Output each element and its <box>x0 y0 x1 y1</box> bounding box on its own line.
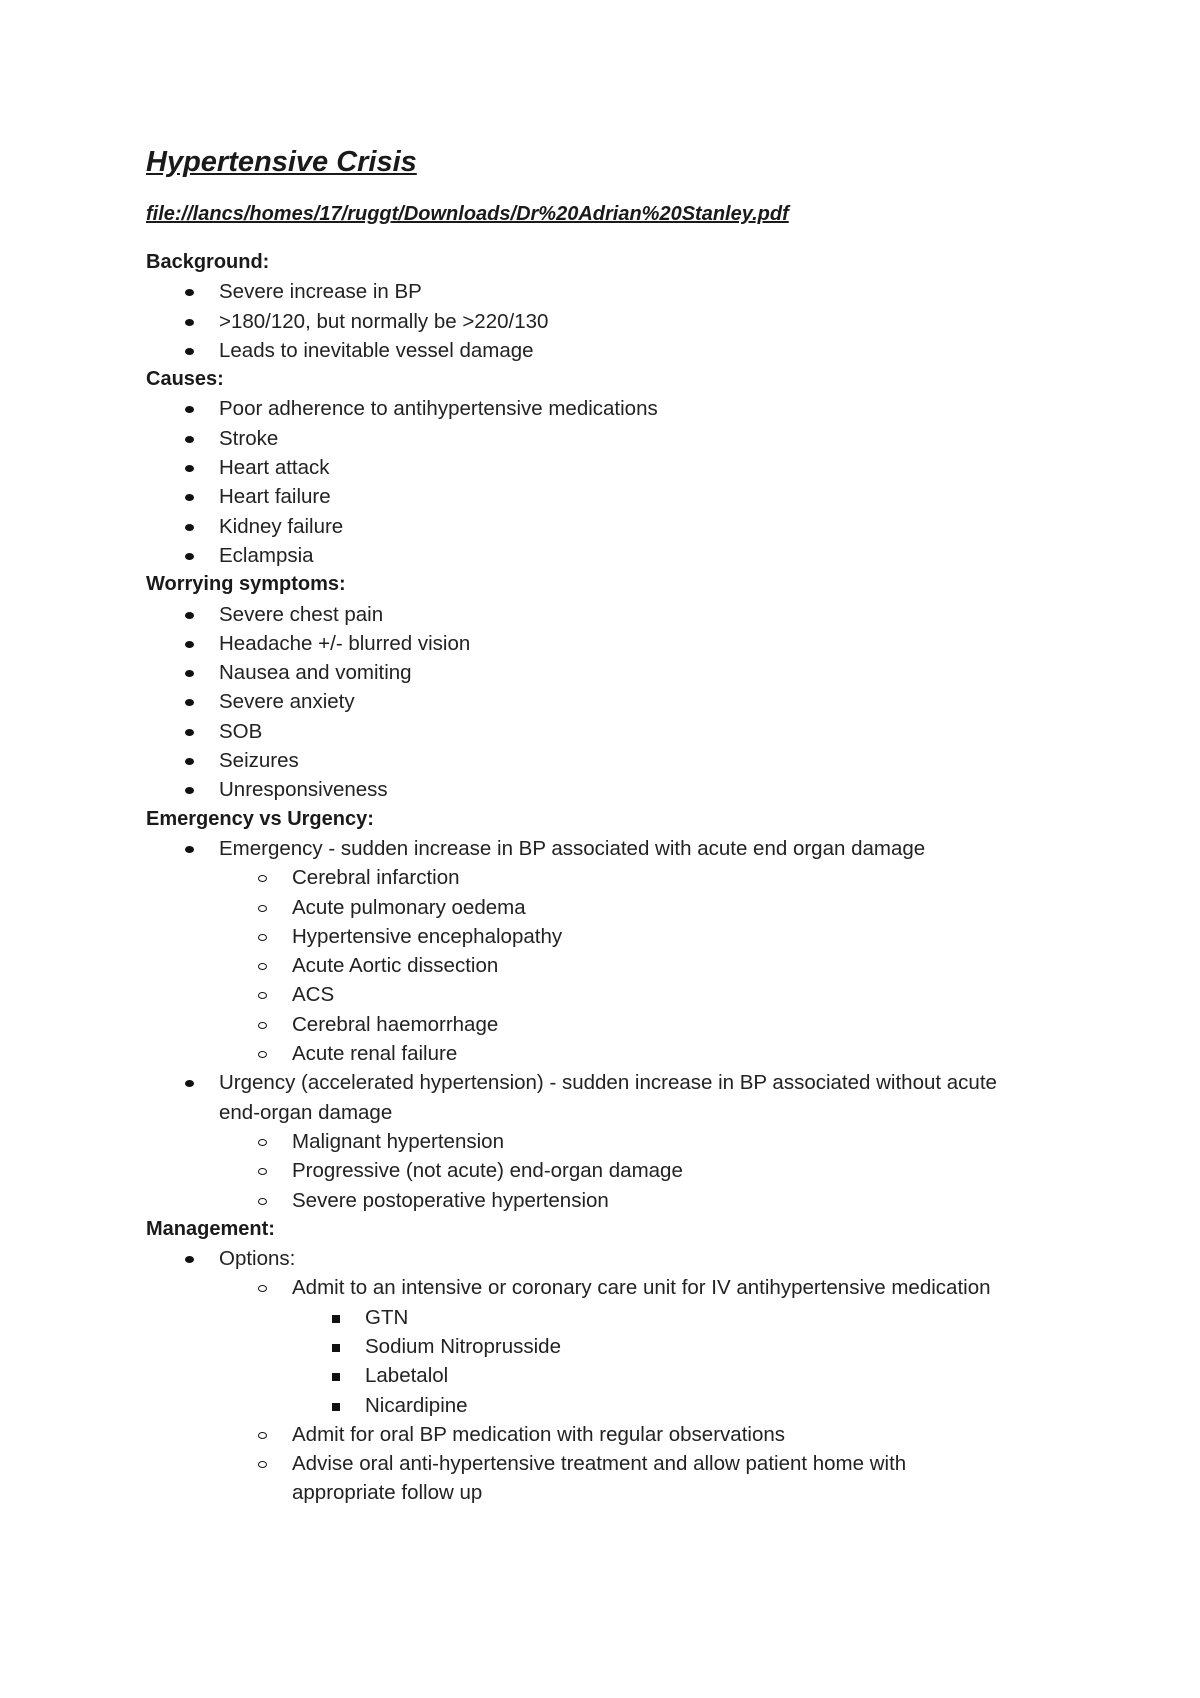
bullet-icon <box>146 424 219 453</box>
symptoms-heading: Worrying symptoms: <box>146 573 346 596</box>
symptoms-list <box>146 600 1106 805</box>
list-item: Nicardipine <box>292 1391 1106 1420</box>
hollow-bullet-icon <box>219 1156 292 1185</box>
bullet-icon <box>146 482 219 511</box>
iv-drug-list <box>292 1303 1106 1420</box>
list-item-emergency: Emergency - sudden increase in BP associated with acute end organ damage Cerebral infarction Acute pulmonary oedema Hypertensive encephalopathy Acute Aortic dissection ACS Cerebral haemorrhage Acute renal failure <box>146 834 1106 1068</box>
list-item: Severe increase in BP <box>146 277 1106 306</box>
sections <box>146 248 1106 1508</box>
list-item: Sodium Nitroprusside <box>292 1332 1106 1361</box>
list-item: Kidney failure <box>146 512 1106 541</box>
hollow-bullet-icon <box>219 1273 292 1302</box>
bullet-icon <box>146 453 219 482</box>
hollow-bullet-icon <box>219 1039 292 1068</box>
hollow-bullet-icon <box>219 1449 292 1478</box>
bullet-icon <box>146 658 219 687</box>
list-item: Acute pulmonary oedema <box>219 893 1106 922</box>
list-item: Cerebral infarction <box>219 863 1106 892</box>
bullet-icon <box>146 600 219 629</box>
bullet-icon <box>146 687 219 716</box>
causes-list <box>146 394 1106 570</box>
list-item: Labetalol <box>292 1361 1106 1390</box>
list-item: Seizures <box>146 746 1106 775</box>
square-bullet-icon <box>292 1361 365 1390</box>
bullet-icon <box>146 629 219 658</box>
list-item: Hypertensive encephalopathy <box>219 922 1106 951</box>
hollow-bullet-icon <box>219 863 292 892</box>
hollow-bullet-icon <box>219 922 292 951</box>
emergency-sublist <box>219 863 1106 1068</box>
list-item: Heart attack <box>146 453 1106 482</box>
bullet-icon <box>146 717 219 746</box>
management-heading: Management: <box>146 1217 275 1240</box>
bullet-icon <box>146 775 219 804</box>
causes-heading: Causes: <box>146 368 224 391</box>
list-item: Malignant hypertension <box>219 1127 1106 1156</box>
emergency-list <box>146 834 1106 1215</box>
square-bullet-icon <box>292 1332 365 1361</box>
list-item: Eclampsia <box>146 541 1106 570</box>
list-item-urgency: Urgency (accelerated hypertension) - sudden increase in BP associated without acute end-organ damage Malignant hypertension Progressive (not acute) end-organ damage Severe postoperative hypertension <box>146 1068 1106 1214</box>
bullet-icon <box>146 1244 219 1273</box>
square-bullet-icon <box>292 1391 365 1420</box>
list-item: Acute renal failure <box>219 1039 1106 1068</box>
list-item: Heart failure <box>146 482 1106 511</box>
bullet-icon <box>146 541 219 570</box>
hollow-bullet-icon <box>219 951 292 980</box>
bullet-icon <box>146 336 219 365</box>
hollow-bullet-icon <box>219 1010 292 1039</box>
background-list <box>146 277 1106 365</box>
list-item: Advise oral anti-hypertensive treatment and allow patient home with appropriate follow up <box>219 1449 1106 1508</box>
list-item: Stroke <box>146 424 1106 453</box>
list-item: Severe anxiety <box>146 687 1106 716</box>
list-item: Nausea and vomiting <box>146 658 1106 687</box>
list-item: Acute Aortic dissection <box>219 951 1106 980</box>
bullet-icon <box>146 1068 219 1097</box>
management-list <box>146 1244 1106 1508</box>
hollow-bullet-icon <box>219 980 292 1009</box>
bullet-icon <box>146 277 219 306</box>
bullet-icon <box>146 834 219 863</box>
list-item: Poor adherence to antihypertensive medications <box>146 394 1106 423</box>
source-link[interactable]: file://lancs/homes/17/ruggt/Downloads/Dr%20Adrian%20Stanley.pdf <box>146 203 789 225</box>
list-item: ACS <box>219 980 1106 1009</box>
document-page <box>146 140 1106 1508</box>
hollow-bullet-icon <box>219 1127 292 1156</box>
bullet-icon <box>146 394 219 423</box>
emergency-heading: Emergency vs Urgency: <box>146 807 374 830</box>
list-item: Headache +/- blurred vision <box>146 629 1106 658</box>
square-bullet-icon <box>292 1303 365 1332</box>
bullet-icon <box>146 512 219 541</box>
hollow-bullet-icon <box>219 1420 292 1449</box>
list-item: Cerebral haemorrhage <box>219 1010 1106 1039</box>
list-item: Unresponsiveness <box>146 775 1106 804</box>
list-item: SOB <box>146 717 1106 746</box>
options-sublist <box>219 1273 1106 1507</box>
list-item-options: Options: Admit to an intensive or coronary care unit for IV antihypertensive medication GTN Sodium Nitroprusside Labetalol Nicardipine Admit for oral BP medication with regular observations Advise oral anti-hypertensive treatment and allow patient home with appropriate follow up <box>146 1244 1106 1508</box>
page-title: Hypertensive Crisis <box>146 146 417 178</box>
hollow-bullet-icon <box>219 1186 292 1215</box>
background-heading: Background: <box>146 251 270 273</box>
list-item: Admit to an intensive or coronary care unit for IV antihypertensive medication GTN Sodium Nitroprusside Labetalol Nicardipine <box>219 1273 1106 1419</box>
list-item: >180/120, but normally be >220/130 <box>146 307 1106 336</box>
list-item: Leads to inevitable vessel damage <box>146 336 1106 365</box>
list-item: GTN <box>292 1303 1106 1332</box>
list-item: Severe chest pain <box>146 600 1106 629</box>
list-item: Admit for oral BP medication with regular observations <box>219 1420 1106 1449</box>
bullet-icon <box>146 746 219 775</box>
hollow-bullet-icon <box>219 893 292 922</box>
list-item: Progressive (not acute) end-organ damage <box>219 1156 1106 1185</box>
urgency-sublist <box>219 1127 1106 1215</box>
bullet-icon <box>146 307 219 336</box>
list-item: Severe postoperative hypertension <box>219 1186 1106 1215</box>
